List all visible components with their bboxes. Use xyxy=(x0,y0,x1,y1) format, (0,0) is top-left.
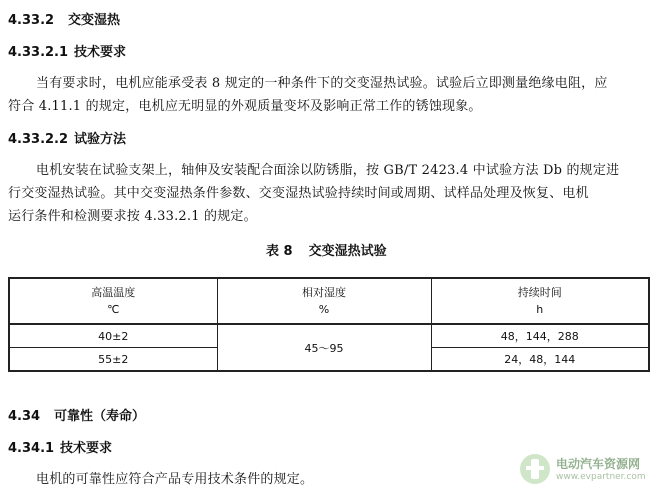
watermark-logo xyxy=(520,452,652,486)
heading-title: 技术要求 xyxy=(74,45,127,60)
heading-4-33-2-2 xyxy=(8,128,126,147)
cell-temperature: 40±2 xyxy=(9,324,217,348)
paragraph-line: 当有要求时，电机应能承受表 8 规定的一种条件下的交变湿热试验。试验后立即测量绝缘电阻，应 xyxy=(36,76,608,91)
heading-title: 技术要求 xyxy=(60,441,113,456)
header-cell-temperature xyxy=(9,278,217,324)
heading-number: 4.33.2.2 xyxy=(8,132,69,147)
header-name: 相对湿度 xyxy=(302,286,346,299)
paragraph-line: 符合 4.11.1 的规定，电机应无明显的外观质量变坏及影响正常工作的锈蚀现象。 xyxy=(8,99,482,114)
table-header-row xyxy=(9,278,649,324)
heading-4-33-2 xyxy=(8,9,120,28)
table-row xyxy=(9,324,649,348)
heading-number: 4.34 xyxy=(8,409,41,424)
cell-duration: 48，144，288 xyxy=(431,324,649,348)
heading-title: 交变湿热 xyxy=(68,13,121,28)
header-cell-duration xyxy=(431,278,649,324)
header-name: 持续时间 xyxy=(517,286,562,299)
plug-icon xyxy=(520,454,550,484)
header-name: 高温温度 xyxy=(91,286,136,299)
heading-4-34-1 xyxy=(8,437,112,456)
paragraph-line: 行交变湿热试验。其中交变湿热条件参数、交变湿热试验持续时间或周期、试样品处理及恢复、电机 xyxy=(8,186,589,201)
damp-heat-test-table xyxy=(8,277,650,372)
heading-number: 4.33.2 xyxy=(8,13,55,28)
heading-title: 可靠性（寿命） xyxy=(54,409,146,424)
paragraph-line: 电机的可靠性应符合产品专用技术条件的规定。 xyxy=(36,472,314,487)
header-unit: % xyxy=(318,303,330,316)
table-caption-label: 表 8 xyxy=(266,244,293,259)
heading-title: 试验方法 xyxy=(74,132,127,147)
cell-temperature: 55±2 xyxy=(9,348,217,372)
header-unit: ℃ xyxy=(107,303,120,316)
heading-4-34 xyxy=(8,405,145,424)
table-caption xyxy=(266,240,387,259)
watermark-url: www.evpartner.com xyxy=(556,472,646,482)
table-caption-title: 交变湿热试验 xyxy=(308,244,387,259)
cell-humidity: 45～95 xyxy=(217,324,431,371)
paragraph-line: 运行条件和检测要求按 4.33.2.1 的规定。 xyxy=(8,209,257,224)
paragraph-line: 电机安装在试验支架上，轴伸及安装配合面涂以防锈脂，按 GB/T 2423.4 中试验方法 Db 的规定进 xyxy=(36,163,620,178)
watermark-name: 电动汽车资源网 xyxy=(556,457,641,471)
heading-number: 4.34.1 xyxy=(8,441,55,456)
heading-4-33-2-1 xyxy=(8,41,126,60)
header-unit: h xyxy=(536,303,544,316)
header-cell-humidity xyxy=(217,278,431,324)
heading-number: 4.33.2.1 xyxy=(8,45,69,60)
cell-duration: 24，48，144 xyxy=(431,348,649,372)
